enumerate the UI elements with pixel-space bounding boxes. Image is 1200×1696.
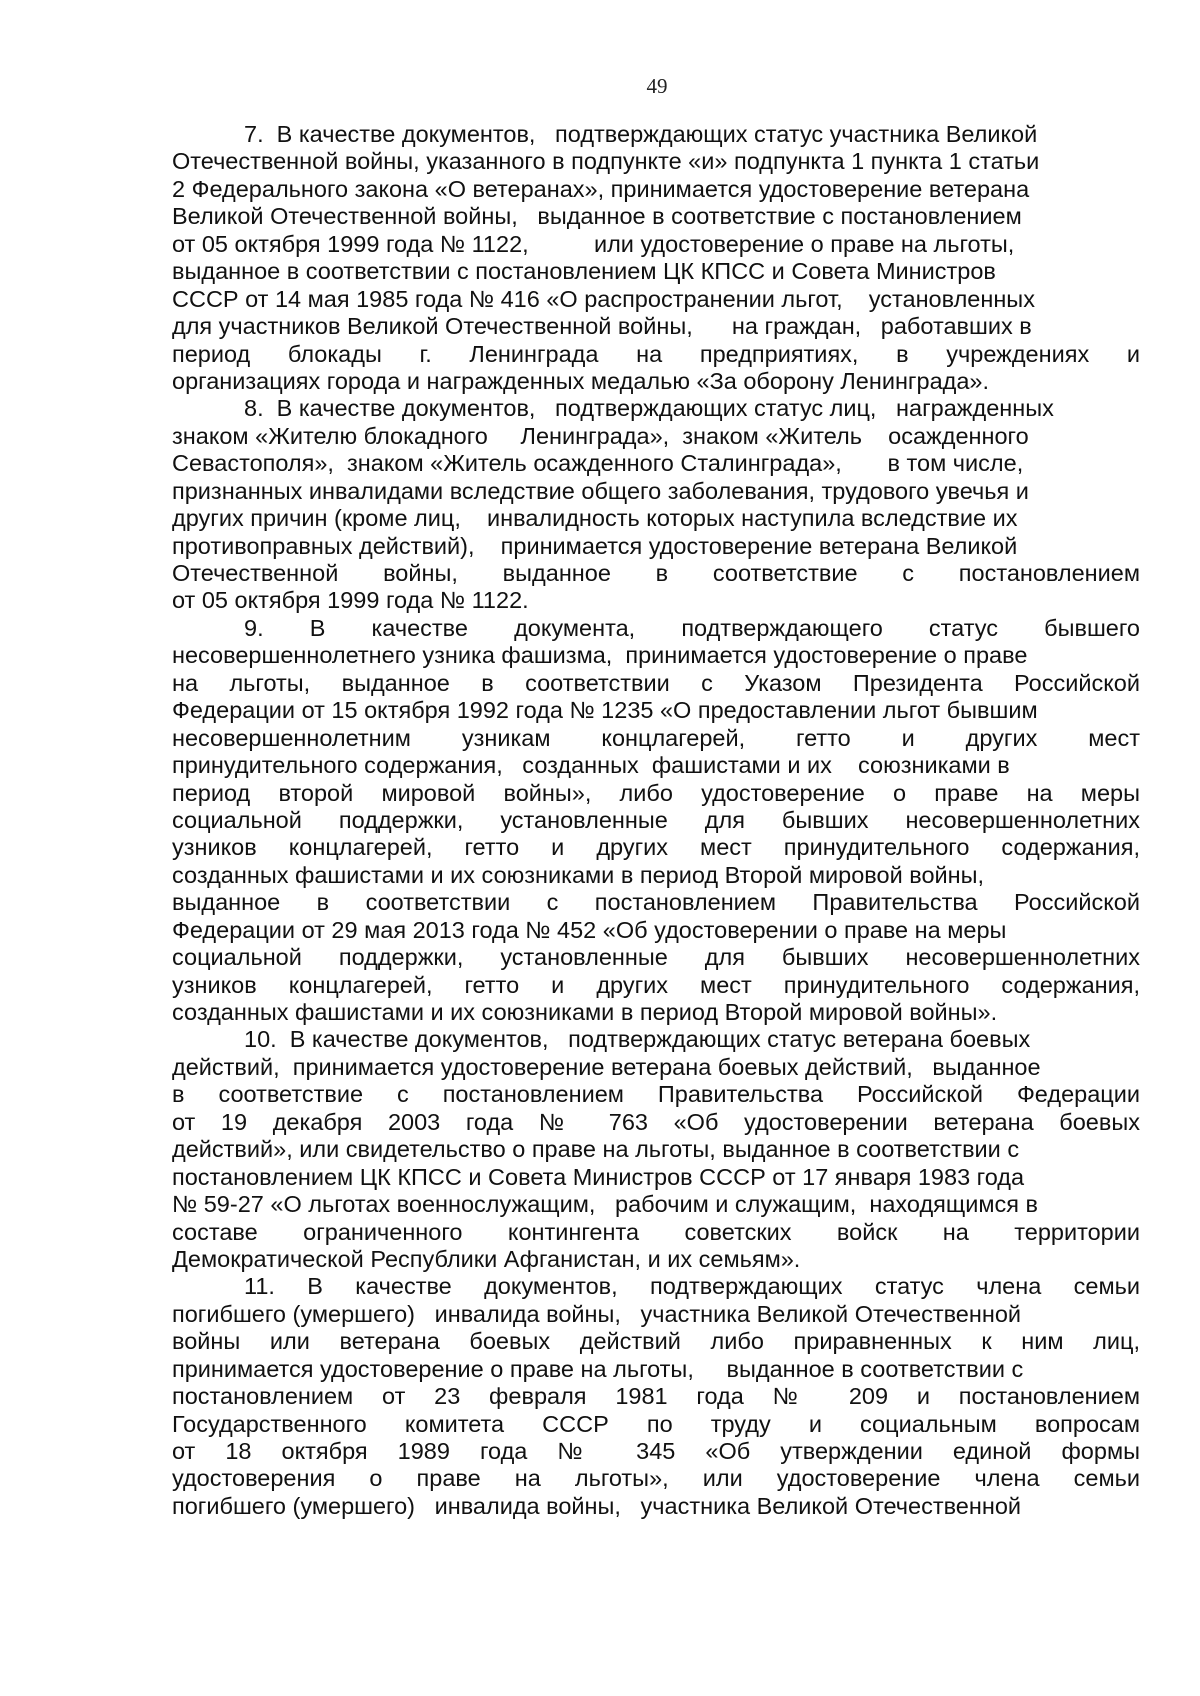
paragraph-p9 <box>172 615 1140 1027</box>
text-line: от 18 октября 1989 года № 345 «Об утверждении единой формы <box>172 1438 1140 1464</box>
paragraph-p11 <box>172 1273 1140 1520</box>
text-line: несовершеннолетним узникам концлагерей, гетто и других мест <box>172 724 1140 751</box>
text-line: от 05 октября 1999 года № 1122, или удостоверение о праве на льготы, <box>172 230 1015 257</box>
text-line: созданных фашистами и их союзниками в период Второй мировой войны, <box>172 861 985 888</box>
text-line: Отечественной войны, выданное в соответствие с постановлением <box>172 560 1140 586</box>
text-line: выданное в соответствии с постановлением Правительства Российской <box>172 889 1140 916</box>
paragraph-p7 <box>172 121 1140 395</box>
text-line: погибшего (умершего) инвалида войны, участника Великой Отечественной <box>172 1492 1022 1519</box>
text-line: противоправных действий), принимается удостоверение ветерана Великой <box>172 532 1018 559</box>
text-line: для участников Великой Отечественной войны, на граждан, работавших в <box>172 313 1032 340</box>
text-line: период блокады г. Ленинграда на предприятиях, в учреждениях и <box>172 340 1140 367</box>
text-line: принудительного содержания, созданных фашистами и их союзниками в <box>172 752 1010 779</box>
text-line: действий», или свидетельство о праве на льготы, выданное в соответствии с <box>172 1136 1020 1163</box>
text-line: № 59-27 «О льготах военнослужащим, рабочим и служащим, находящимся в <box>172 1191 1039 1218</box>
text-line: в соответствие с постановлением Правительства Российской Федерации <box>172 1081 1140 1108</box>
text-line: других причин (кроме лиц, инвалидность которых наступила вследствие их <box>172 505 1018 532</box>
text-line: на льготы, выданное в соответствии с Указом Президента Российской <box>172 669 1140 696</box>
text-line: постановлением ЦК КПСС и Совета Министров СССР от 17 января 1983 года <box>172 1163 1025 1190</box>
text-line: несовершеннолетнего узника фашизма, принимается удостоверение о праве <box>172 642 1028 669</box>
text-line: организациях города и награжденных медалью «За оборону Ленинграда». <box>172 367 990 394</box>
text-line: составе ограниченного контингента советских войск на территории <box>172 1218 1140 1245</box>
text-line: Федерации от 29 мая 2013 года № 452 «Об удостоверении о праве на меры <box>172 916 1007 943</box>
text-line: Великой Отечественной войны, выданное в соответствие с постановлением <box>172 203 1022 230</box>
text-line: период второй мировой войны», либо удостоверение о праве на меры <box>172 779 1140 806</box>
text-line: 11. В качестве документов, подтверждающих статус члена семьи <box>244 1273 1140 1300</box>
text-line: выданное в соответствии с постановлением ЦК КПСС и Совета Министров <box>172 258 996 285</box>
text-line: Отечественной войны, указанного в подпункте «и» подпункта 1 пункта 1 статьи <box>172 148 1040 175</box>
text-line: от 05 октября 1999 года № 1122. <box>172 587 529 614</box>
text-line: принимается удостоверение о праве на льготы, выданное в соответствии с <box>172 1355 1024 1382</box>
paragraph-p10 <box>172 1026 1140 1273</box>
text-line: погибшего (умершего) инвалида войны, участника Великой Отечественной <box>172 1300 1022 1327</box>
text-line: Севастополя», знаком «Житель осажденного Сталинграда», в том числе, <box>172 450 1024 477</box>
text-line: войны или ветерана боевых действий либо приравненных к ним лиц, <box>172 1328 1140 1355</box>
text-line: социальной поддержки, установленные для бывших несовершеннолетних <box>172 944 1140 971</box>
text-line: Государственного комитета СССР по труду и социальным вопросам <box>172 1410 1140 1437</box>
text-line: 10. В качестве документов, подтверждающих статус ветерана боевых <box>244 1026 1031 1053</box>
text-line: 2 Федерального закона «О ветеранах», принимается удостоверение ветерана <box>172 175 1030 202</box>
text-line: 8. В качестве документов, подтверждающих статус лиц, награжденных <box>244 395 1054 422</box>
text-line: от 19 декабря 2003 года № 763 «Об удостоверении ветерана боевых <box>172 1108 1140 1135</box>
text-line: знаком «Жителю блокадного Ленинграда», знаком «Житель осажденного <box>172 422 1029 449</box>
text-line: признанных инвалидами вследствие общего заболевания, трудового увечья и <box>172 477 1029 504</box>
text-line: 7. В качестве документов, подтверждающих статус участника Великой <box>244 121 1038 147</box>
document-body <box>172 121 1140 1520</box>
page-number: 49 <box>646 74 668 98</box>
text-line: Федерации от 15 октября 1992 года № 1235 «О предоставлении льгот бывшим <box>172 697 1038 724</box>
text-line: 9. В качестве документа, подтверждающего статус бывшего <box>244 614 1140 641</box>
paragraph-p8 <box>172 395 1140 615</box>
text-line: СССР от 14 мая 1985 года № 416 «О распространении льгот, установленных <box>172 285 1035 312</box>
text-line: социальной поддержки, установленные для бывших несовершеннолетних <box>172 806 1140 833</box>
text-line: узников концлагерей, гетто и других мест принудительного содержания, <box>172 834 1140 861</box>
text-line: удостоверения о праве на льготы», или удостоверение члена семьи <box>172 1465 1140 1492</box>
text-line: Демократической Республики Афганистан, и их семьям». <box>172 1245 801 1272</box>
text-line: созданных фашистами и их союзниками в период Второй мировой войны». <box>172 999 998 1025</box>
text-line: постановлением от 23 февраля 1981 года № 209 и постановлением <box>172 1383 1140 1410</box>
text-line: действий, принимается удостоверение ветерана боевых действий, выданное <box>172 1053 1041 1080</box>
text-line: узников концлагерей, гетто и других мест принудительного содержания, <box>172 971 1140 998</box>
